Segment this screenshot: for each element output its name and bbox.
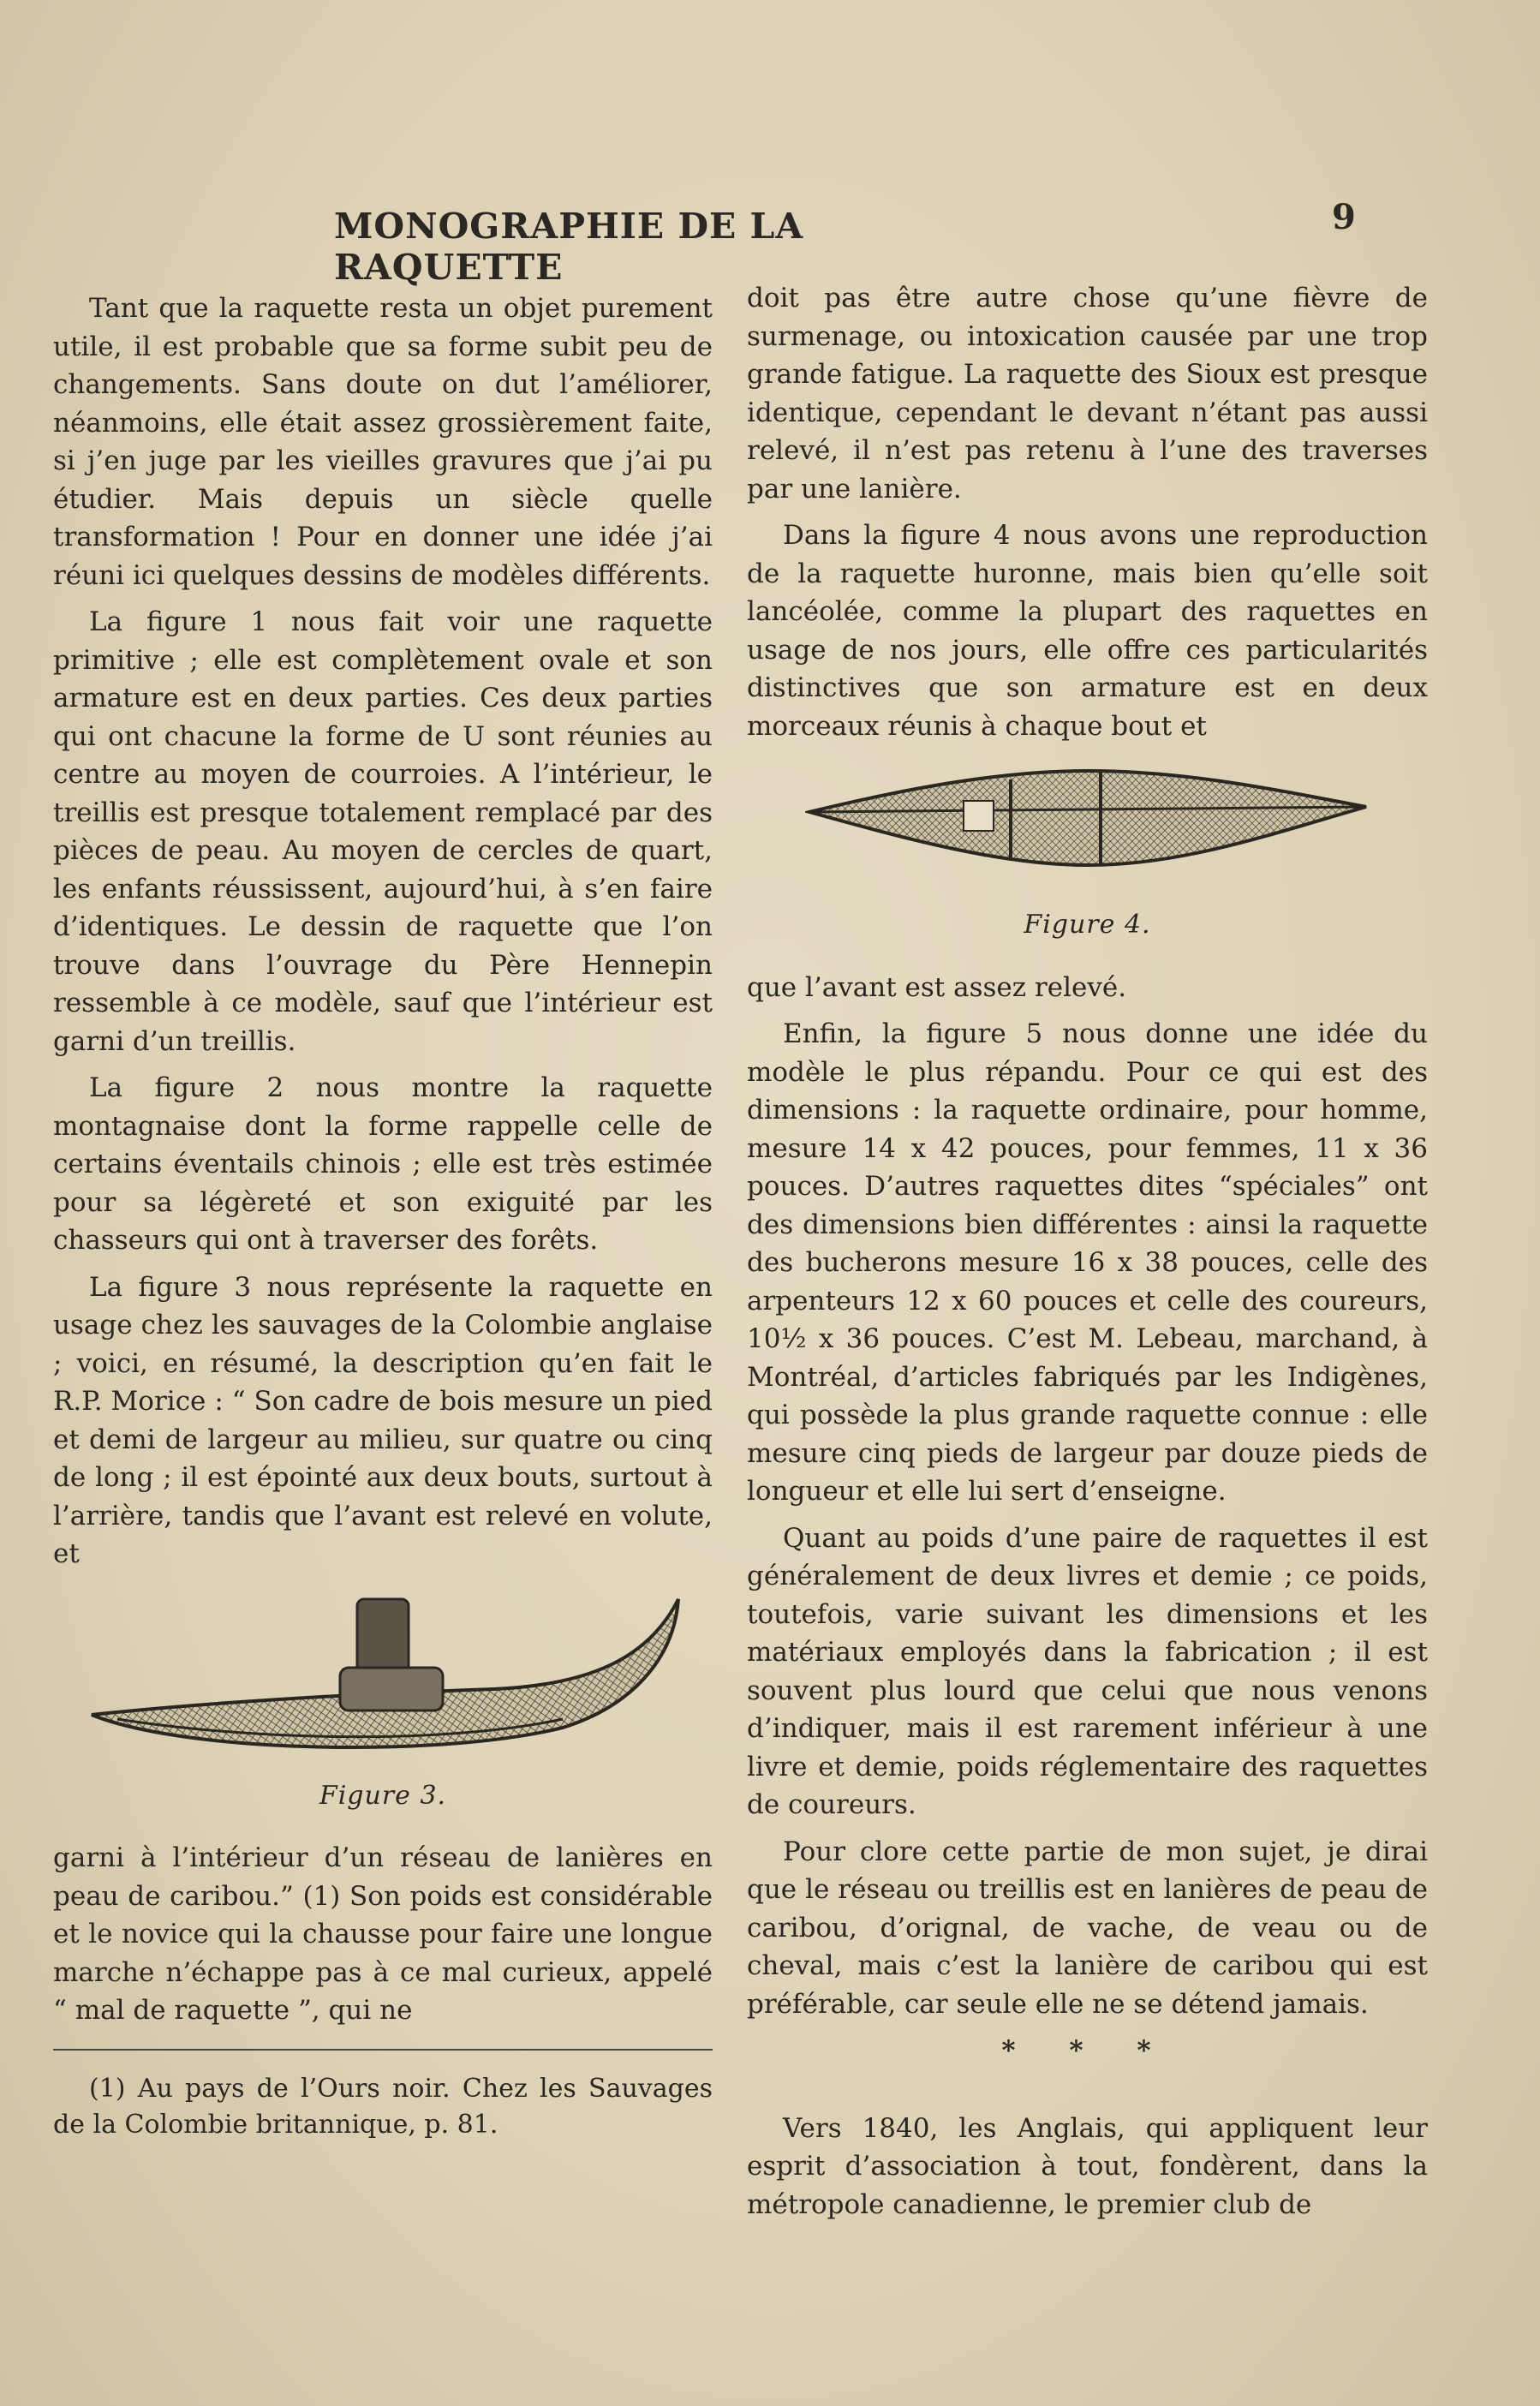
paragraph: La figure 1 nous fait voir une raquette primitive ; elle est complètement ovale et son armature est en deux parties. Ces deux parties qui ont chacune la forme de U sont réunies au centre au moyen de courroies. A l’intérieur, le treillis est presque totalement remplacé par des pièces de peau. Au moyen de cercles de quart, les enfants réussissent, aujourd’hui, à s’en faire d’identiques. Le dessin de raquette que l’on trouve dans l’ouvrage du Père Hennepin ressemble à ce modèle, sauf que l’intérieur est garni d’un treillis. [53, 606, 713, 1057]
figure-3-illustration [53, 1582, 713, 1816]
footnote-divider [53, 2049, 713, 2051]
paragraph: La figure 2 nous montre la raquette montagnaise dont la forme rappelle celle de certains éventails chinois ; elle est très estimée pour sa légèreté et son exiguité par les chasseurs qui ont à traverser des forêts. [53, 1072, 713, 1256]
paragraph: que l’avant est assez relevé. [747, 971, 1127, 1003]
section-separator: * * * [1001, 2035, 1173, 2066]
footnote: (1) Au pays de l’Ours noir. Chez les Sauvages de la Colombie britannique, p. 81. [53, 2073, 713, 2140]
figure-3-caption: Figure 3. [319, 1780, 447, 1811]
right-column [747, 279, 1428, 2232]
paragraph: doit pas être autre chose qu’une fièvre de surmenage, ou intoxication causée par une trop grande fatigue. La raquette des Sioux est presque identique, cependant le devant n’étant pas aussi relevé, il n’est pas retenu à l’une des traverses par une lanière. [747, 283, 1428, 504]
paragraph: Quant au poids d’une paire de raquettes il est généralement de deux livres et demie ; ce poids, toutefois, varie suivant les dimensions et les matériaux employés dans la fabrication ; il est souvent plus lourd que celui que nous venons d’indiquer, mais il est rarement inférieur à une livre et demie, poids réglementaire des raquettes de coureurs. [747, 1522, 1428, 1820]
paragraph: Dans la figure 4 nous avons une reproduction de la raquette huronne, mais bien qu’elle soit lancéolée, comme la plupart des raquettes en usage de nos jours, elle offre ces particularités distinctives que son armature est en deux morceaux réunis à chaque bout et [747, 520, 1428, 742]
paragraph: Enfin, la figure 5 nous donne une idée du modèle le plus répandu. Pour ce qui est des dimensions : la raquette ordinaire, pour homme, mesure 14 x 42 pouces, pour femmes, 11 x 36 pouces. D’autres raquettes dites “spéciales” ont des dimensions bien différentes : ainsi la raquette des bucherons mesure 16 x 38 pouces, celle des arpenteurs 12 x 60 pouces et celle des coureurs, 10½ x 36 pouces. C’est M. Lebeau, marchand, à Montréal, d’articles fabriqués par les Indigènes, qui possède la plus grande raquette connue : elle mesure cinq pieds de largeur par douze pieds de longueur et elle lui sert d’enseigne. [747, 1018, 1428, 1507]
paragraph: Vers 1840, les Anglais, qui appliquent leur esprit d’association à tout, fondèrent, dans la métropole canadienne, le premier club de [747, 2112, 1428, 2220]
left-column [53, 290, 713, 2152]
snowshoe-figure-3-drawing [83, 1582, 683, 1770]
running-title: MONOGRAPHIE DE LA RAQUETTE [334, 206, 804, 288]
paragraph: Tant que la raquette resta un objet purement utile, il est probable que sa forme subit peu de changements. Sans doute on dut l’améliorer, néanmoins, elle était assez grossièrement faite, si j’en juge par les vieilles gravures que j’ai pu étudier. Mais depuis un siècle quelle transformation ! Pour en donner une idée j’ai réuni ici quelques dessins de modèles différents. [53, 293, 713, 591]
paragraph: La figure 3 nous représente la raquette en usage chez les sauvages de la Colombie anglaise ; voici, en résumé, la description qu’en fait le R.P. Morice : “ Son cadre de bois mesure un pied et demi de largeur au milieu, sur quatre ou cinq de long ; il est épointé aux deux bouts, surtout à l’arrière, tandis que l’avant est relevé en volute, et [53, 1271, 713, 1569]
paragraph: Pour clore cette partie de mon sujet, je dirai que le réseau ou treillis est en lanières de peau de caribou, d’orignal, de vache, de veau ou de cheval, mais c’est la lanière de caribou qui est préférable, car seule elle ne se détend jamais. [747, 1836, 1428, 2020]
figure-4-caption: Figure 4. [1024, 910, 1151, 940]
paragraph: garni à l’intérieur d’un réseau de lanières en peau de caribou.” (1) Son poids est considérable et le novice qui la chausse pour faire une longue marche n’échappe pas à ce mal curieux, appelé “ mal de raquette ”, qui ne [53, 1842, 713, 2026]
page-number: 9 [1332, 197, 1356, 237]
snowshoe-figure-4-drawing [805, 754, 1370, 899]
figure-4-illustration [747, 754, 1428, 945]
